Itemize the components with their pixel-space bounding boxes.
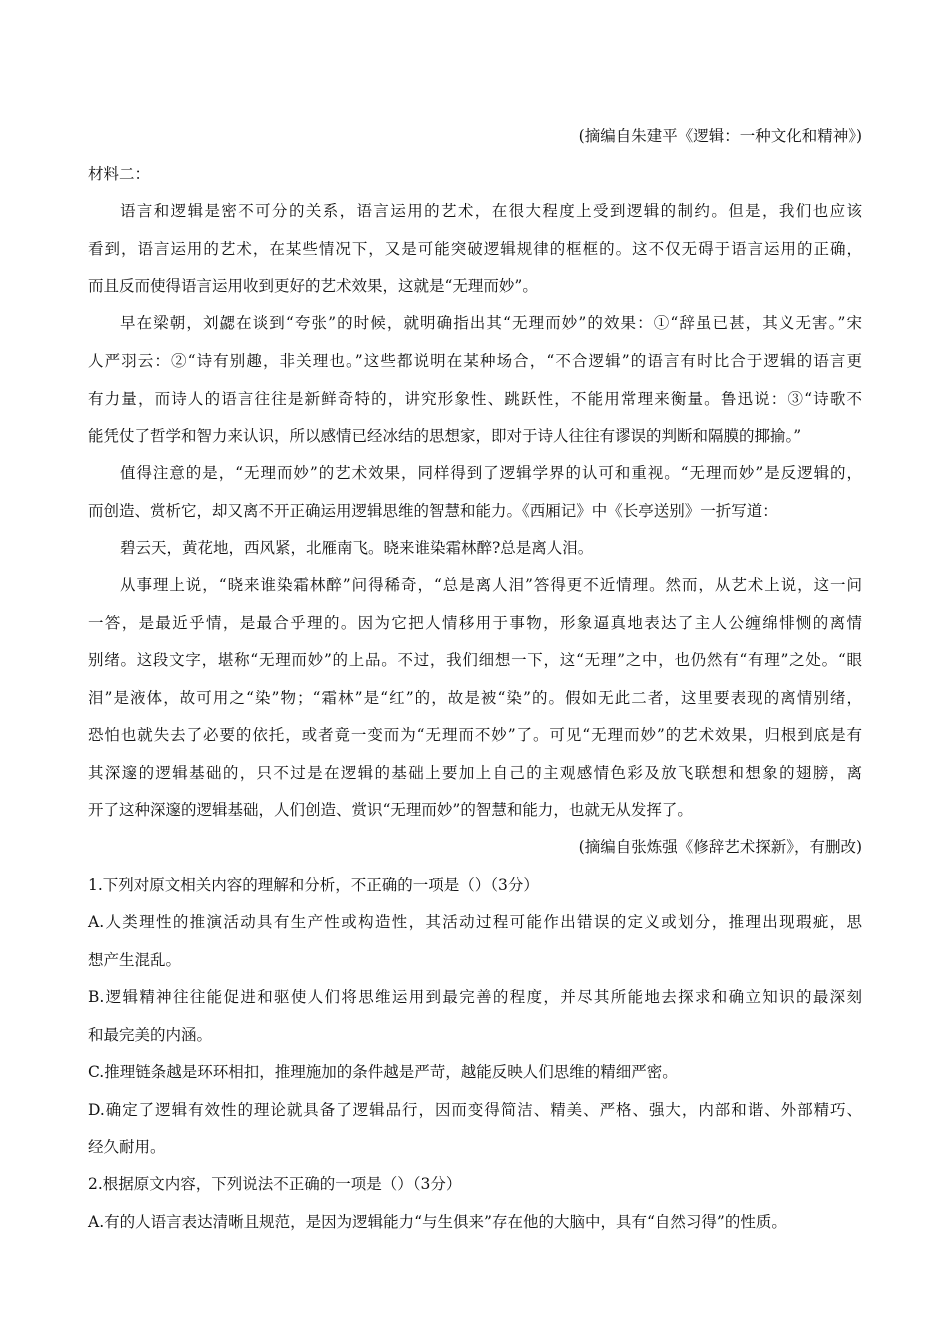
paragraph-3-line-2: 而创造、赏析它，却又离不开正确运用逻辑思维的智慧和能力。《西厢记》中《长亭送别》一折写道： [88, 502, 778, 520]
question-1-option-b-line-1: B.逻辑精神往往能促进和驱使人们将思维运用到最完善的程度，并尽其所能地去探求和确立知识的最深刻 [88, 988, 862, 1006]
paragraph-4-line-4: 泪”是液体，故可用之“染”物；“霜林”是“红”的，故是被“染”的。假如无此二者，这里要表现的离情别绪， [88, 689, 862, 707]
poem-quote: 碧云天，黄花地，西风紧，北雁南飞。晓来谁染霜林醉?总是离人泪。 [120, 539, 594, 557]
paragraph-4-line-7: 开了这种深邃的逻辑基础，人们创造、赏识“无理而妙”的智慧和能力，也就无从发挥了。 [88, 801, 693, 819]
paragraph-4-line-1: 从事理上说，“晓来谁染霜林醉”问得稀奇，“总是离人泪”答得更不近情理。然而，从艺术上说，这一问 [120, 576, 862, 594]
question-1-option-d-line-2: 经久耐用。 [88, 1138, 166, 1156]
paragraph-1-line-1: 语言和逻辑是密不可分的关系，语言运用的艺术，在很大程度上受到逻辑的制约。但是，我们也应该 [120, 202, 862, 220]
paragraph-2-line-1: 早在梁朝，刘勰在谈到“夸张”的时候，就明确指出其“无理而妙”的效果：①“辞虽已甚，其义无害。”宋 [120, 314, 862, 332]
source-citation-2: (摘编自张炼强《修辞艺术探新》，有删改) [578, 838, 862, 856]
paragraph-4-line-6: 其深邃的逻辑基础的，只不过是在逻辑的基础上要加上自己的主观感情色彩及放飞联想和想象的翅膀，离 [88, 764, 862, 782]
question-1-option-a-line-1: A.人类理性的推演活动具有生产性或构造性，其活动过程可能作出错误的定义或划分，推理出现瑕疵，思 [88, 913, 862, 931]
section-heading-material-2: 材料二： [88, 165, 151, 183]
question-1-option-d-line-1: D.确定了逻辑有效性的理论就具备了逻辑品行，因而变得简洁、精美、严格、强大，内部和谐、外部精巧、 [88, 1101, 862, 1119]
question-2-option-a: A.有的人语言表达清晰且规范，是因为逻辑能力“与生俱来”存在他的大脑中，具有“自然习得”的性质。 [88, 1213, 787, 1231]
paragraph-2-line-3: 有力量，而诗人的语言往往是新鲜奇特的，讲究形象性、跳跃性，不能用常理来衡量。鲁迅说：③“诗歌不 [88, 390, 862, 408]
paragraph-4-line-3: 别绪。这段文字，堪称“无理而妙”的上品。不过，我们细想一下，这“无理”之中，也仍然有“有理”之处。“眼 [88, 651, 862, 669]
question-1-option-c: C.推理链条越是环环相扣，推理施加的条件越是严苛，越能反映人们思维的精细严密。 [88, 1063, 678, 1081]
source-citation-1: (摘编自朱建平《逻辑：一种文化和精神》) [578, 127, 862, 145]
paragraph-4-line-2: 一答，是最近乎情，是最合乎理的。因为它把人情移用于事物，形象逼真地表达了主人公缠绵悱恻的离情 [88, 614, 862, 632]
paragraph-4-line-5: 恐怕也就失去了必要的依托，或者竟一变而为“无理而不妙”了。可见“无理而妙”的艺术效果，归根到底是有 [88, 726, 862, 744]
paragraph-2-line-4: 能凭仗了哲学和智力来认识，所以感情已经冰结的思想家，即对于诗人往往有谬误的判断和隔膜的揶揄。” [88, 427, 802, 445]
paragraph-1-line-2: 看到，语言运用的艺术，在某些情况下，又是可能突破逻辑规律的框框的。这不仅无碍于语言运用的正确， [88, 240, 862, 258]
paragraph-3-line-1: 值得注意的是，“无理而妙”的艺术效果，同样得到了逻辑学界的认可和重视。“无理而妙”是反逻辑的， [120, 464, 862, 482]
question-1-option-a-line-2: 想产生混乱。 [88, 951, 182, 969]
question-2-stem: 2.根据原文内容，下列说法不正确的一项是（）（3分） [88, 1175, 462, 1193]
paragraph-2-line-2: 人严羽云：②“诗有别趣，非关理也。”这些都说明在某种场合，“不合逻辑”的语言有时比合于逻辑的语言更 [88, 352, 862, 370]
question-1-option-b-line-2: 和最完美的内涵。 [88, 1026, 213, 1044]
paragraph-1-line-3: 而且反而使得语言运用收到更好的艺术效果，这就是“无理而妙”。 [88, 277, 538, 295]
question-1-stem: 1.下列对原文相关内容的理解和分析，不正确的一项是（）（3分） [88, 876, 539, 894]
